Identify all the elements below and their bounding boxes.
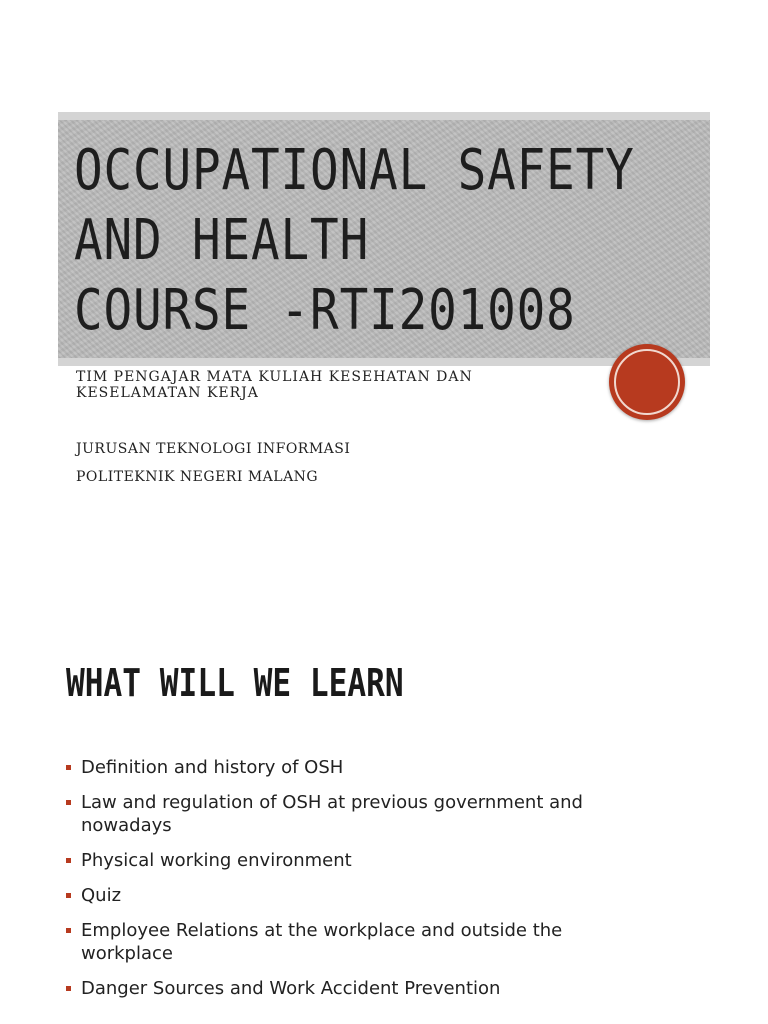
subtitle-line: TIM PENGAJAR MATA KULIAH KESEHATAN DAN [76, 369, 473, 385]
square-bullet-icon [66, 893, 71, 898]
title-line: COURSE -RTI201008 [74, 278, 576, 343]
list-item-text: Law and regulation of OSH at previous government and nowadays [81, 792, 583, 836]
square-bullet-icon [66, 800, 71, 805]
subtitle-line: KESELAMATAN KERJA [76, 385, 259, 401]
list-item-text: Definition and history of OSH [81, 757, 344, 778]
list-item [66, 977, 646, 1000]
square-bullet-icon [66, 928, 71, 933]
list-item [66, 791, 646, 837]
list-item [66, 756, 646, 779]
institution-name: POLITEKNIK NEGERI MALANG [76, 469, 319, 485]
title-line: AND HEALTH [74, 208, 370, 273]
content-slide [0, 576, 768, 1024]
list-item-text: Physical working environment [81, 850, 352, 871]
slide-title [74, 136, 635, 346]
list-item-text: Quiz [81, 885, 122, 906]
decorative-circle-badge [609, 344, 685, 420]
square-bullet-icon [66, 765, 71, 770]
list-item [66, 884, 646, 907]
list-item-text: Employee Relations at the workplace and outside the workplace [81, 920, 563, 964]
bullet-list [66, 756, 646, 1012]
square-bullet-icon [66, 858, 71, 863]
square-bullet-icon [66, 986, 71, 991]
list-item-text: Danger Sources and Work Accident Prevention [81, 978, 501, 999]
slide-subtitle [76, 369, 556, 401]
section-title: WHAT WILL WE LEARN [66, 661, 404, 705]
list-item [66, 919, 646, 965]
department-name: JURUSAN TEKNOLOGI INFORMASI [76, 441, 351, 457]
title-line: OCCUPATIONAL SAFETY [74, 138, 635, 203]
list-item [66, 849, 646, 872]
